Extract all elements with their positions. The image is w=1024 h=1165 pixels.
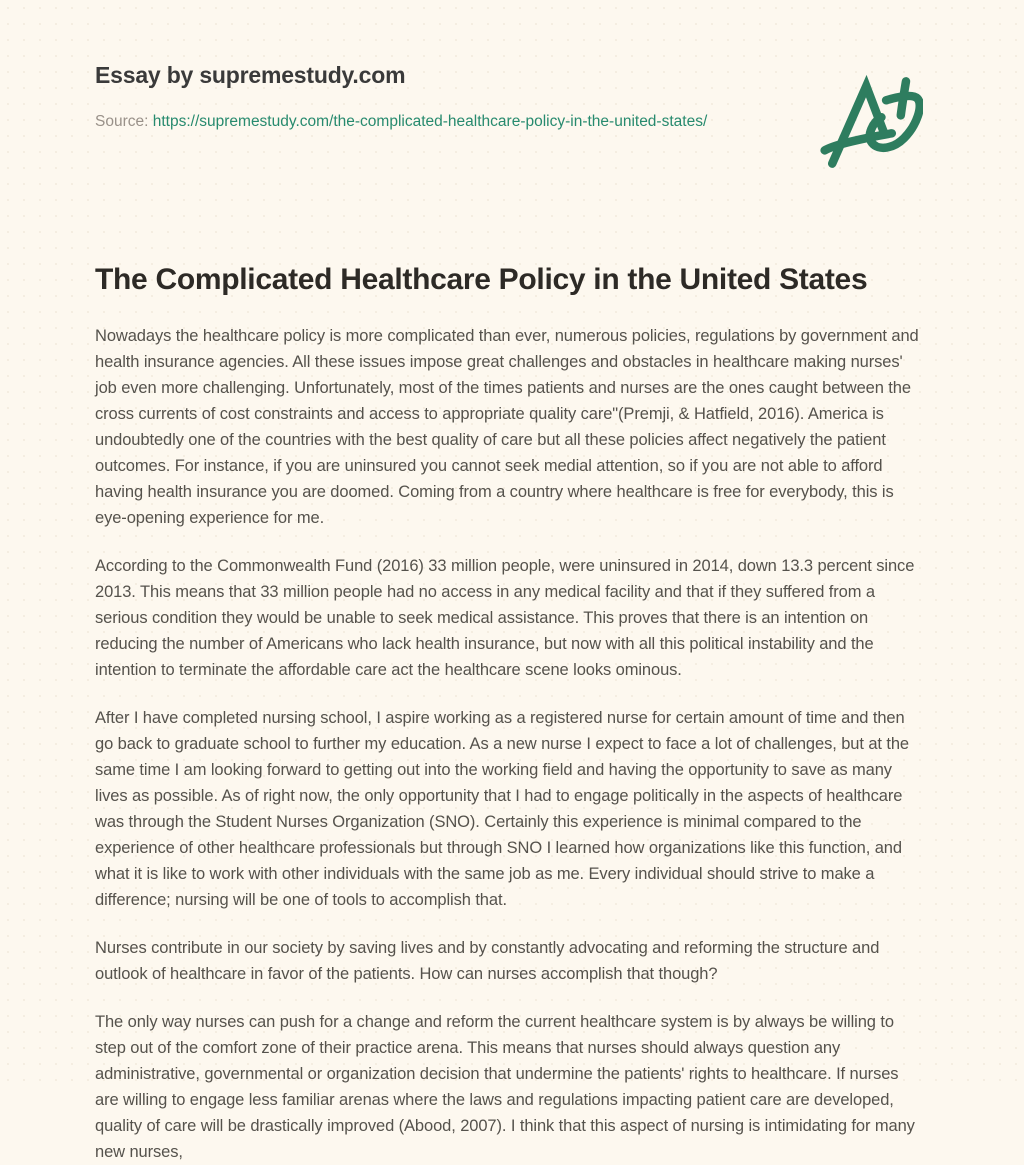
provider-title: Essay by supremestudy.com [95, 62, 406, 88]
source-label: Source: [95, 113, 153, 130]
essay-paragraph-5: The only way nurses can push for a change and reform the current healthcare system is by always be willing to step out of the comfort zone of their practice arena. This means that nurses should always question any administrative, governmental or organization decision that undermine the patients' rights to healthcare. If nurses are willing to engage less familiar arenas where the laws and regulations impacting patient care are developed, quality of care will be drastically improved (Abood, 2007). I think that this aspect of nursing is intimidating for many new nurses, [95, 1013, 915, 1161]
source-line [95, 109, 707, 134]
essay-paragraph-1: Nowadays the healthcare policy is more complicated than ever, numerous policies, regulations by government and health insurance agencies. All these issues impose great challenges and obstacles in healthcare making nurses' job even more challenging. Unfortunately, most of the times patients and nurses are the ones caught between the cross currents of cost constraints and access to appropriate quality care"(Premji, & Hatfield, 2016). America is undoubtedly one of the countries with the best quality of care but all these policies affect negatively the patient outcomes. For instance, if you are uninsured you cannot seek medial attention, so if you are not able to afford having health insurance you are doomed. Coming from a country where healthcare is free for everybody, this is eye-opening experience for me. [95, 327, 919, 527]
essay-paragraph-3: After I have completed nursing school, I aspire working as a registered nurse for certain amount of time and then go back to graduate school to further my education. As a new nurse I expect to face a lot of challenges, but at the same time I am looking forward to getting out into the working field and having the opportunity to save as many lives as possible. As of right now, the only opportunity that I had to engage politically in the aspects of healthcare was through the Student Nurses Organization (SNO). Certainly this experience is minimal compared to the experience of other healthcare professionals but through SNO I learned how organizations like this function, and what it is like to work with other individuals with the same job as me. Every individual should strive to make a difference; nursing will be one of tools to accomplish that. [95, 709, 910, 909]
essay-title: The Complicated Healthcare Policy in the United States [95, 263, 868, 296]
essay-body [95, 323, 925, 1165]
page-header [95, 62, 925, 177]
source-link[interactable]: https://supremestudy.com/the-complicated-healthcare-policy-in-the-united-states/ [152, 113, 708, 130]
essay-paragraph-2: According to the Commonwealth Fund (2016) 33 million people, were uninsured in 2014, down 13.3 percent since 2013. This means that 33 million people had no access in any medical facility and that if they suffered from a serious condition they would be unable to seek medical assistance. This proves that there is an intention on reducing the number of Americans who lack health insurance, but now with all this political instability and the intention to terminate the affordable care act the healthcare scene looks ominous. [95, 557, 915, 679]
header-text-block [95, 62, 707, 134]
a-plus-logo-icon [819, 72, 923, 177]
essay-paragraph-4: Nurses contribute in our society by saving lives and by constantly advocating and reforming the structure and outlook of healthcare in favor of the patients. How can nurses accomplish that though? [95, 939, 880, 983]
